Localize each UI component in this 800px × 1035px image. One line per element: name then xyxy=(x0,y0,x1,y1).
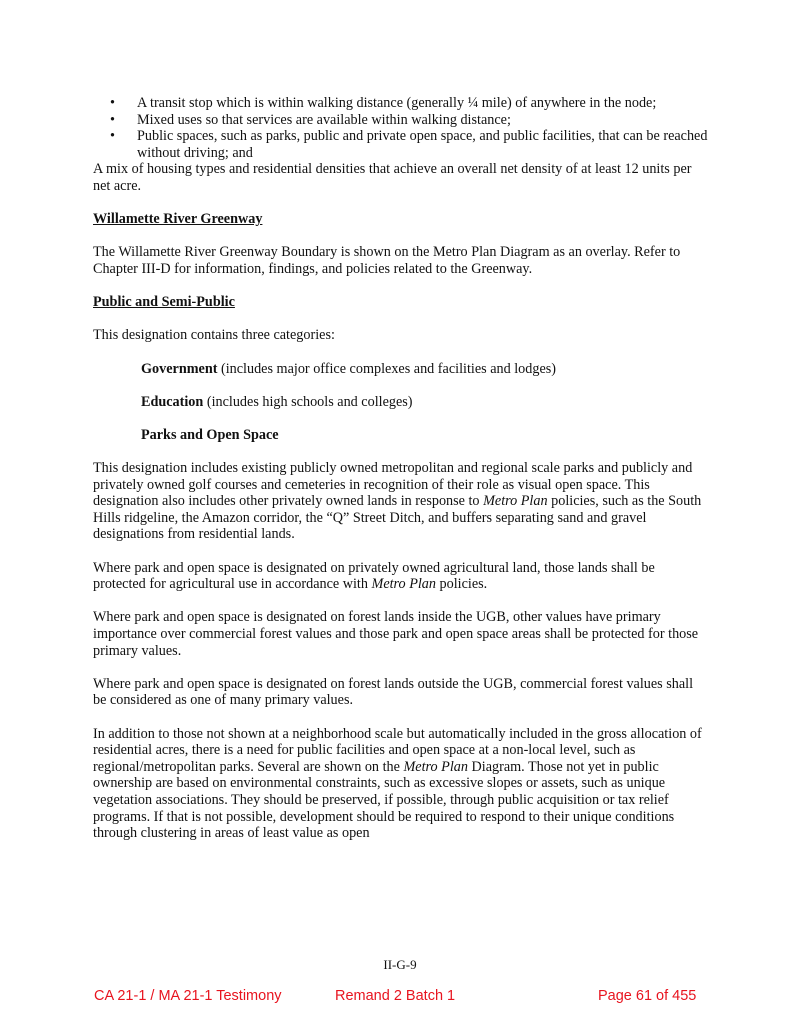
page-number: II-G-9 xyxy=(383,957,417,972)
public-heading: Public and Semi-Public xyxy=(93,294,235,311)
greenway-paragraph: The Willamette River Greenway Boundary is shown on the Metro Plan Diagram as an overlay. Refer to Chapter III-D for information, findings, and policies related to the Greenway. xyxy=(93,244,681,277)
category-education: Education (includes high schools and colleges) xyxy=(141,393,413,410)
list-item: • Public spaces, such as parks, public and private open space, and public facilities, that can be reached without driving; and xyxy=(110,128,708,161)
parks-paragraph-2: Where park and open space is designated on privately owned agricultural land, those lands shall be protected for agricultural use in accordance with Metro Plan policies. xyxy=(93,559,655,593)
bullet-list xyxy=(93,95,708,161)
parks-paragraph-5: In addition to those not shown at a neighborhood scale but automatically included in the gross allocation of residential acres, there is a need for public facilities and open space at a non-local level, such as regional/metropolitan parks. Several are shown on the Metro Plan Diagram. Those not yet in public ownership are based on environmental constraints, such as excessive slopes or assets, such as unique vegetation associations. They should be preserved, if possible, through public acquisition or tax relief programs. If that is not possible, development should be required to respond to their unique conditions through clustering in areas of least value as open xyxy=(93,725,702,842)
public-intro: This designation contains three categories: xyxy=(93,327,335,344)
bullet-icon: • xyxy=(110,128,115,145)
greenway-heading: Willamette River Greenway xyxy=(93,211,263,228)
bullet-icon: • xyxy=(110,111,115,128)
footer-center: Remand 2 Batch 1 xyxy=(335,988,456,1004)
footer-left: CA 21-1 / MA 21-1 Testimony xyxy=(94,988,282,1004)
bullet-icon: • xyxy=(110,95,115,111)
footer-right: Page 61 of 455 xyxy=(598,988,697,1004)
footer xyxy=(0,988,800,1008)
parks-paragraph-4: Where park and open space is designated on forest lands outside the UGB, commercial forest values shall be considered as one of many primary values. xyxy=(93,675,694,709)
list-item: • A transit stop which is within walking distance (generally ¼ mile) of anywhere in the node; xyxy=(110,95,657,111)
list-item: • Mixed uses so that services are available within walking distance; xyxy=(110,111,511,128)
parks-paragraph-1: This designation includes existing publicly owned metropolitan and regional scale parks and publicly and privately owned golf courses and cemeteries in recognition of their role as visual open space. This designation also includes other privately owned lands in response to Metro Plan policies, such as the South Hills ridgeline, the Amazon corridor, the “Q” Street Ditch, and buffers separating sand and gravel designations from residential lands. xyxy=(93,460,702,543)
parks-paragraph-3: Where park and open space is designated on forest lands inside the UGB, other values have primary importance over commercial forest values and those park and open space areas shall be protected for those primary values. xyxy=(93,609,699,659)
category-government: Government (includes major office complexes and facilities and lodges) xyxy=(141,360,556,377)
document-body xyxy=(93,95,708,842)
mix-paragraph: A mix of housing types and residential densities that achieve an overall net density of at least 12 units per net acre. xyxy=(93,161,692,194)
category-parks: Parks and Open Space xyxy=(141,426,279,443)
